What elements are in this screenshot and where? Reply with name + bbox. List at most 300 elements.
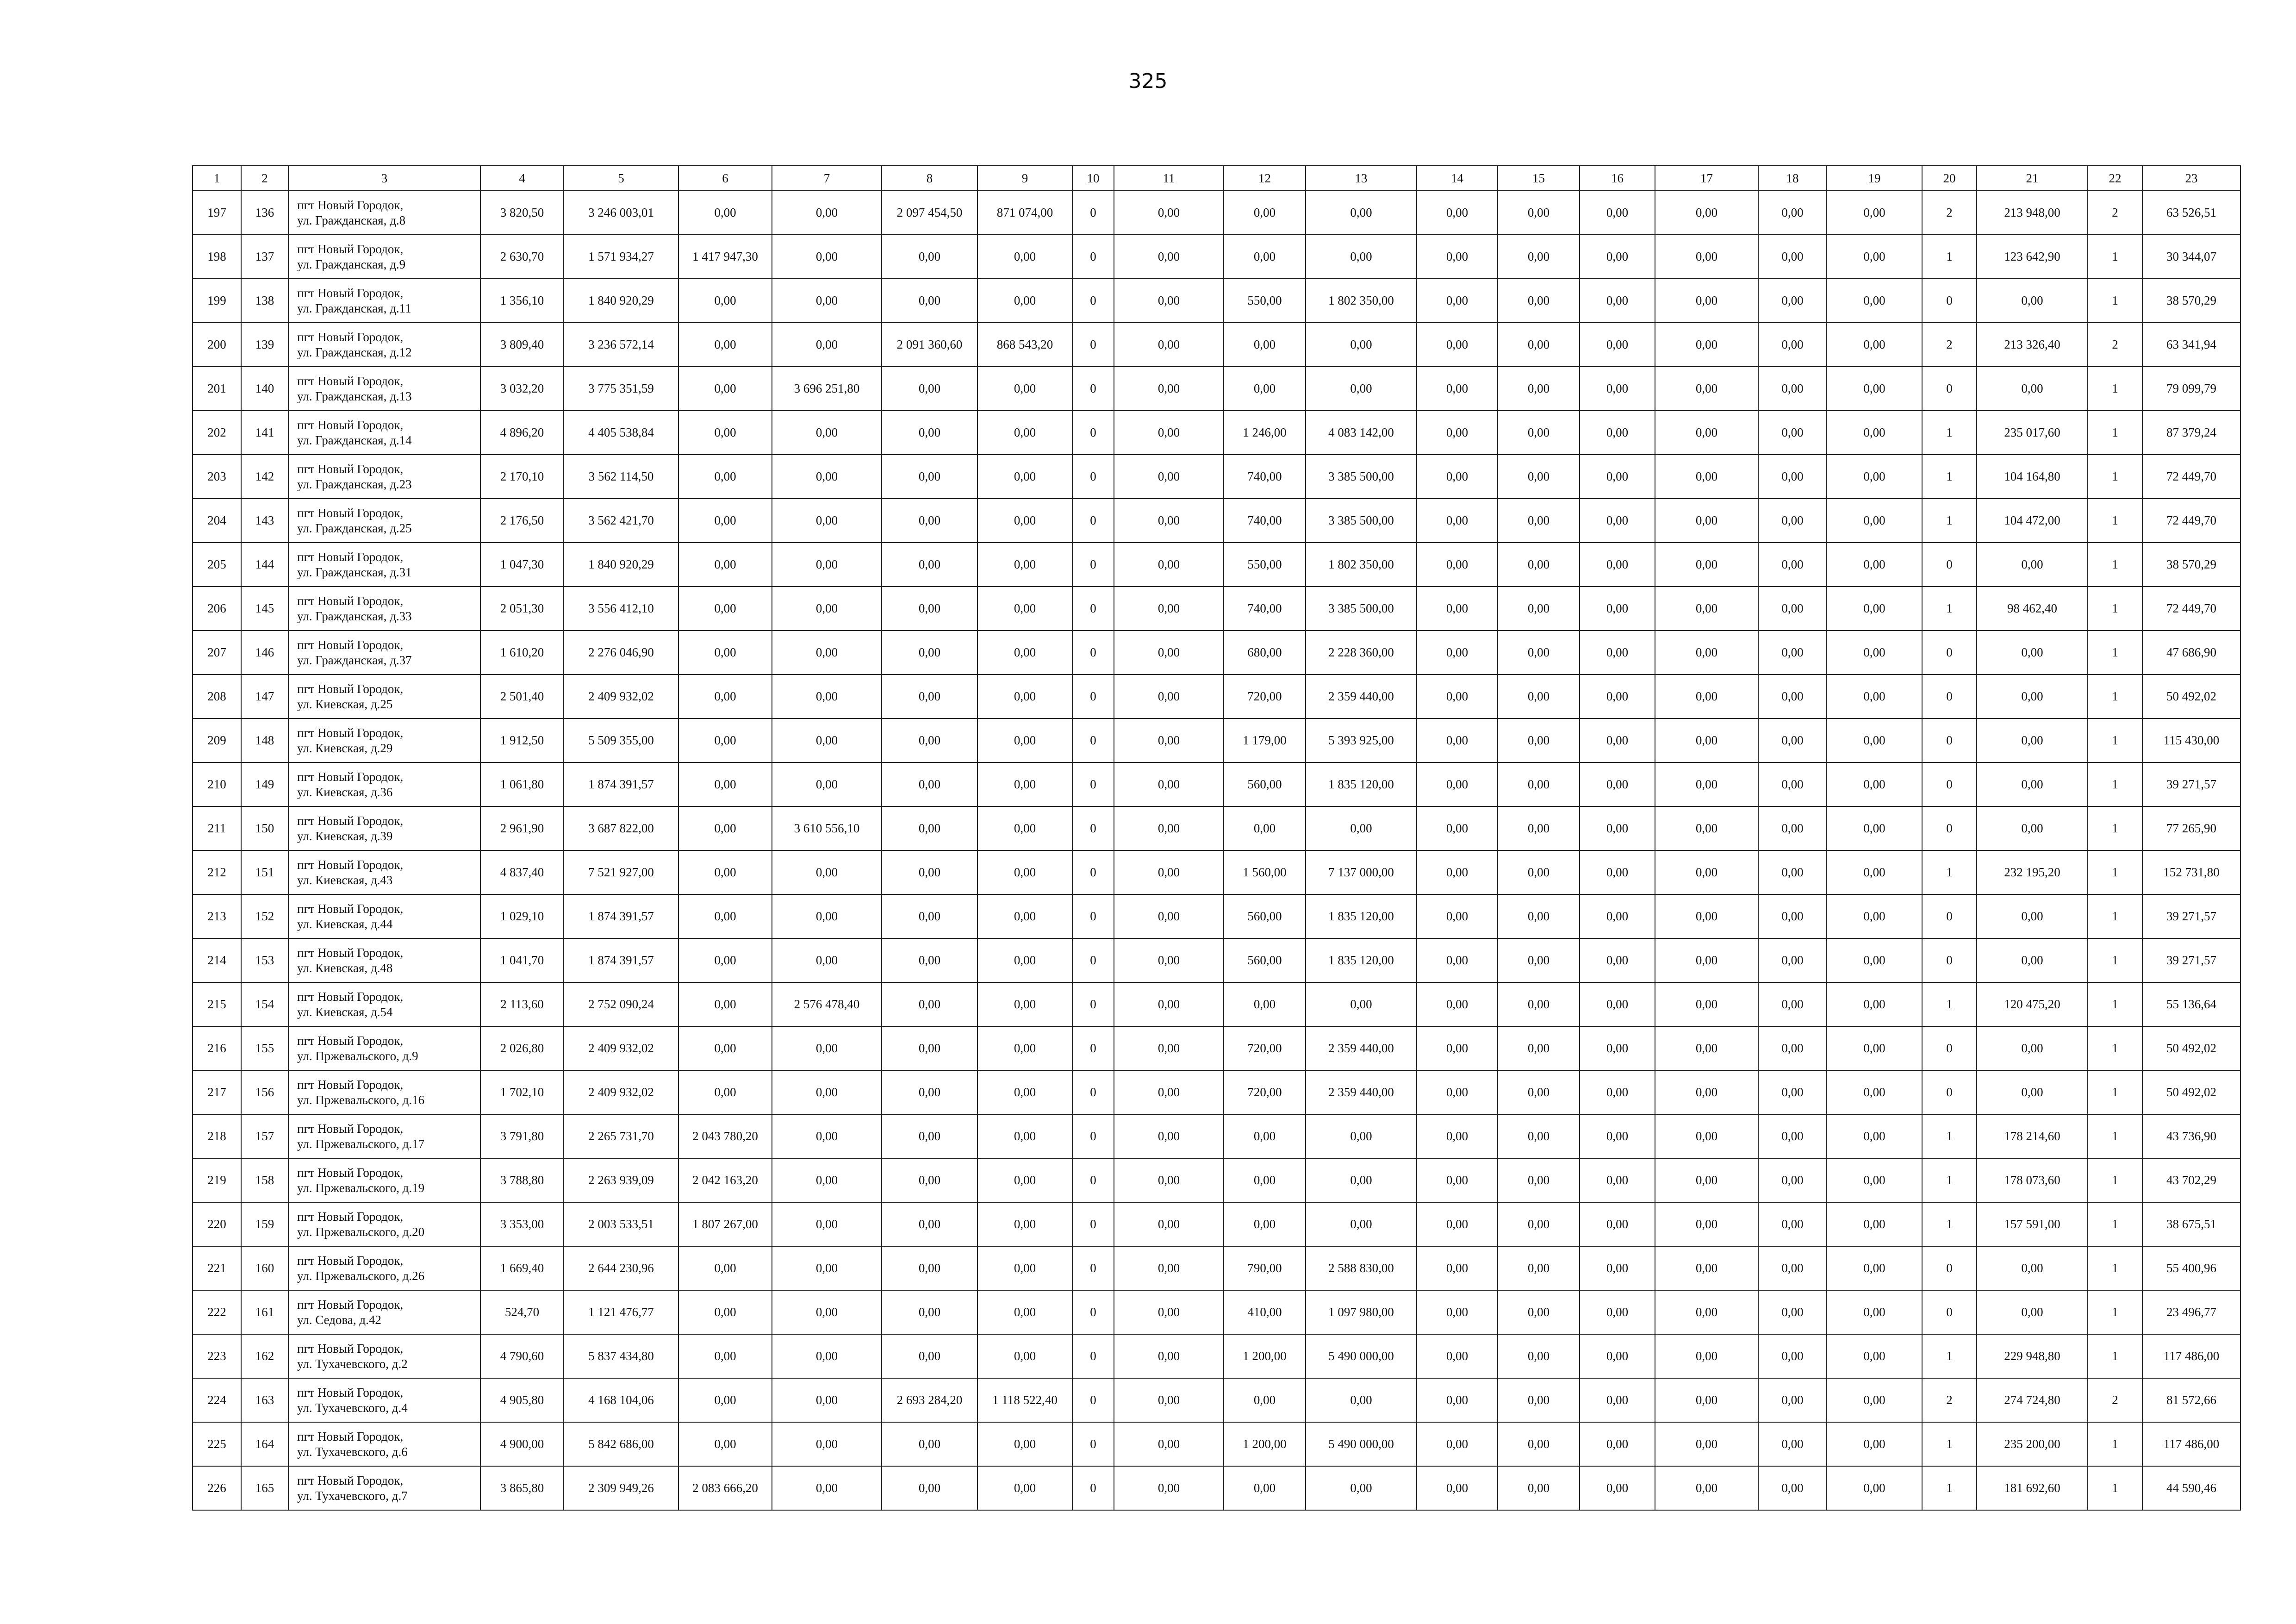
table-cell: 5 509 355,00 bbox=[564, 718, 678, 762]
table-cell: 0,00 bbox=[1655, 367, 1758, 411]
table-cell: 0,00 bbox=[977, 499, 1072, 543]
table-cell: 0,00 bbox=[1977, 938, 2088, 982]
table-cell: 63 526,51 bbox=[2142, 191, 2240, 235]
table-cell: 0,00 bbox=[678, 982, 772, 1026]
table-cell: 1 bbox=[2088, 587, 2142, 631]
table-cell: 0,00 bbox=[1498, 1378, 1580, 1422]
table-cell: 39 271,57 bbox=[2142, 894, 2240, 938]
table-cell: 223 bbox=[193, 1334, 241, 1378]
table-cell: 0,00 bbox=[1758, 499, 1827, 543]
table-cell: 0,00 bbox=[1114, 675, 1224, 718]
table-cell: 2 644 230,96 bbox=[564, 1246, 678, 1290]
table-cell: 136 bbox=[241, 191, 288, 235]
table-cell: 4 900,00 bbox=[480, 1422, 564, 1466]
table-cell: 2 bbox=[1922, 1378, 1977, 1422]
table-cell: 77 265,90 bbox=[2142, 806, 2240, 850]
table-cell: 44 590,46 bbox=[2142, 1466, 2240, 1510]
table-row bbox=[193, 631, 2240, 675]
table-cell: 0,00 bbox=[1758, 1246, 1827, 1290]
table-cell: 159 bbox=[241, 1202, 288, 1246]
address-cell: пгт Новый Городок, ул. Киевская, д.43 bbox=[288, 850, 480, 894]
table-cell: 0,00 bbox=[678, 762, 772, 806]
table-cell: 0,00 bbox=[1498, 850, 1580, 894]
address-cell: пгт Новый Городок, ул. Гражданская, д.8 bbox=[288, 191, 480, 235]
table-cell: 0,00 bbox=[1655, 631, 1758, 675]
table-cell: 147 bbox=[241, 675, 288, 718]
table-cell: 0 bbox=[1922, 367, 1977, 411]
table-cell: 550,00 bbox=[1224, 279, 1306, 323]
table-cell: 0,00 bbox=[1827, 455, 1922, 499]
table-cell: 142 bbox=[241, 455, 288, 499]
table-cell: 0,00 bbox=[1498, 938, 1580, 982]
table-cell: 1 bbox=[1922, 1202, 1977, 1246]
table-cell: 43 736,90 bbox=[2142, 1114, 2240, 1158]
table-cell: 0,00 bbox=[1417, 806, 1498, 850]
table-cell: 0,00 bbox=[772, 411, 882, 455]
table-cell: 0 bbox=[1922, 1246, 1977, 1290]
table-cell: 0,00 bbox=[882, 1246, 977, 1290]
table-cell: 0,00 bbox=[1827, 543, 1922, 587]
table-cell: 23 496,77 bbox=[2142, 1290, 2240, 1334]
table-cell: 0,00 bbox=[678, 850, 772, 894]
table-cell: 2 359 440,00 bbox=[1306, 1026, 1417, 1070]
table-cell: 0,00 bbox=[1580, 543, 1655, 587]
table-cell: 0,00 bbox=[977, 1158, 1072, 1202]
table-cell: 0,00 bbox=[1827, 1290, 1922, 1334]
table-cell: 3 246 003,01 bbox=[564, 191, 678, 235]
table-cell: 0,00 bbox=[1580, 1070, 1655, 1114]
table-row bbox=[193, 1378, 2240, 1422]
table-cell: 0,00 bbox=[882, 1070, 977, 1114]
table-cell: 0,00 bbox=[1758, 279, 1827, 323]
table-cell: 0,00 bbox=[1977, 1070, 2088, 1114]
table-cell: 0,00 bbox=[772, 850, 882, 894]
table-cell: 0,00 bbox=[977, 1114, 1072, 1158]
table-cell: 0,00 bbox=[678, 323, 772, 367]
table-cell: 0,00 bbox=[772, 1466, 882, 1510]
table-cell: 0,00 bbox=[1114, 587, 1224, 631]
table-cell: 2 113,60 bbox=[480, 982, 564, 1026]
address-cell: пгт Новый Городок, ул. Тухачевского, д.4 bbox=[288, 1378, 480, 1422]
table-cell: 0,00 bbox=[1417, 543, 1498, 587]
table-cell: 0,00 bbox=[1655, 1466, 1758, 1510]
table-cell: 0,00 bbox=[1827, 718, 1922, 762]
table-cell: 0,00 bbox=[1758, 1026, 1827, 1070]
table-cell: 0,00 bbox=[1827, 1158, 1922, 1202]
table-row bbox=[193, 675, 2240, 718]
column-number-cell: 19 bbox=[1827, 166, 1922, 191]
table-row bbox=[193, 323, 2240, 367]
table-cell: 38 675,51 bbox=[2142, 1202, 2240, 1246]
table-cell: 0,00 bbox=[1498, 323, 1580, 367]
table-cell: 0,00 bbox=[1417, 675, 1498, 718]
table-cell: 1 bbox=[2088, 235, 2142, 279]
table-cell: 0,00 bbox=[1758, 235, 1827, 279]
table-cell: 120 475,20 bbox=[1977, 982, 2088, 1026]
table-cell: 2 630,70 bbox=[480, 235, 564, 279]
table-cell: 3 865,80 bbox=[480, 1466, 564, 1510]
table-row bbox=[193, 1246, 2240, 1290]
table-cell: 3 820,50 bbox=[480, 191, 564, 235]
table-cell: 55 136,64 bbox=[2142, 982, 2240, 1026]
table-cell: 210 bbox=[193, 762, 241, 806]
table-cell: 0,00 bbox=[882, 499, 977, 543]
table-cell: 0,00 bbox=[1977, 631, 2088, 675]
table-row bbox=[193, 1202, 2240, 1246]
table-cell: 0,00 bbox=[882, 762, 977, 806]
table-cell: 0,00 bbox=[1655, 411, 1758, 455]
table-cell: 1 835 120,00 bbox=[1306, 938, 1417, 982]
table-cell: 0,00 bbox=[772, 675, 882, 718]
table-row bbox=[193, 455, 2240, 499]
table-cell: 2 003 533,51 bbox=[564, 1202, 678, 1246]
table-cell: 2 501,40 bbox=[480, 675, 564, 718]
table-cell: 0,00 bbox=[882, 894, 977, 938]
table-cell: 0 bbox=[1072, 411, 1114, 455]
table-cell: 1 802 350,00 bbox=[1306, 543, 1417, 587]
table-cell: 0,00 bbox=[1498, 675, 1580, 718]
table-row bbox=[193, 543, 2240, 587]
table-cell: 204 bbox=[193, 499, 241, 543]
table-cell: 0,00 bbox=[1655, 235, 1758, 279]
table-cell: 0,00 bbox=[772, 718, 882, 762]
table-cell: 0,00 bbox=[1827, 1246, 1922, 1290]
table-cell: 0,00 bbox=[977, 1290, 1072, 1334]
table-cell: 0,00 bbox=[678, 499, 772, 543]
table-cell: 1 571 934,27 bbox=[564, 235, 678, 279]
table-cell: 0,00 bbox=[1827, 982, 1922, 1026]
table-cell: 0,00 bbox=[977, 1466, 1072, 1510]
table-cell: 1 bbox=[2088, 1422, 2142, 1466]
table-cell: 0,00 bbox=[882, 718, 977, 762]
column-number-cell: 12 bbox=[1224, 166, 1306, 191]
table-cell: 206 bbox=[193, 587, 241, 631]
table-cell: 0,00 bbox=[772, 455, 882, 499]
table-cell: 2 961,90 bbox=[480, 806, 564, 850]
table-cell: 50 492,02 bbox=[2142, 675, 2240, 718]
table-cell: 0,00 bbox=[1417, 411, 1498, 455]
table-cell: 1 bbox=[1922, 587, 1977, 631]
table-cell: 1 200,00 bbox=[1224, 1422, 1306, 1466]
table-cell: 217 bbox=[193, 1070, 241, 1114]
table-cell: 0,00 bbox=[1114, 1246, 1224, 1290]
table-cell: 0,00 bbox=[1580, 587, 1655, 631]
table-cell: 0,00 bbox=[882, 850, 977, 894]
table-cell: 2 043 780,20 bbox=[678, 1114, 772, 1158]
table-cell: 0,00 bbox=[977, 1334, 1072, 1378]
address-cell: пгт Новый Городок, ул. Пржевальского, д.26 bbox=[288, 1246, 480, 1290]
table-cell: 0,00 bbox=[1498, 191, 1580, 235]
table-cell: 0 bbox=[1072, 1290, 1114, 1334]
table-cell: 0,00 bbox=[1114, 938, 1224, 982]
table-cell: 0,00 bbox=[1417, 1334, 1498, 1378]
table-cell: 1 840 920,29 bbox=[564, 543, 678, 587]
table-cell: 178 073,60 bbox=[1977, 1158, 2088, 1202]
table-cell: 1 610,20 bbox=[480, 631, 564, 675]
table-cell: 3 032,20 bbox=[480, 367, 564, 411]
address-cell: пгт Новый Городок, ул. Пржевальского, д.19 bbox=[288, 1158, 480, 1202]
table-cell: 0,00 bbox=[977, 1246, 1072, 1290]
table-cell: 0,00 bbox=[1114, 543, 1224, 587]
table-cell: 0 bbox=[1072, 1422, 1114, 1466]
table-cell: 117 486,00 bbox=[2142, 1422, 2240, 1466]
table-row bbox=[193, 762, 2240, 806]
table-cell: 0,00 bbox=[678, 1246, 772, 1290]
table-cell: 2 bbox=[2088, 1378, 2142, 1422]
table-cell: 1 bbox=[2088, 1158, 2142, 1202]
table-cell: 0,00 bbox=[977, 850, 1072, 894]
table-cell: 0,00 bbox=[1498, 1070, 1580, 1114]
table-cell: 165 bbox=[241, 1466, 288, 1510]
table-cell: 148 bbox=[241, 718, 288, 762]
table-cell: 0,00 bbox=[1417, 762, 1498, 806]
table-cell: 1 bbox=[1922, 1422, 1977, 1466]
table-cell: 720,00 bbox=[1224, 1070, 1306, 1114]
table-cell: 0,00 bbox=[882, 1114, 977, 1158]
table-cell: 0,00 bbox=[1758, 1422, 1827, 1466]
table-cell: 1 835 120,00 bbox=[1306, 894, 1417, 938]
table-cell: 0,00 bbox=[1417, 631, 1498, 675]
table-cell: 0,00 bbox=[1580, 1114, 1655, 1158]
table-cell: 2 bbox=[1922, 191, 1977, 235]
table-cell: 0,00 bbox=[1655, 1422, 1758, 1466]
column-number-cell: 10 bbox=[1072, 166, 1114, 191]
table-cell: 0,00 bbox=[977, 543, 1072, 587]
table-cell: 1 097 980,00 bbox=[1306, 1290, 1417, 1334]
table-cell: 0,00 bbox=[1224, 1114, 1306, 1158]
table-cell: 0 bbox=[1072, 1378, 1114, 1422]
table-cell: 0,00 bbox=[1417, 1202, 1498, 1246]
table-cell: 2 042 163,20 bbox=[678, 1158, 772, 1202]
table-row bbox=[193, 367, 2240, 411]
table-cell: 0,00 bbox=[1580, 762, 1655, 806]
table-cell: 0,00 bbox=[1306, 323, 1417, 367]
table-cell: 1 bbox=[2088, 675, 2142, 718]
table-cell: 2 bbox=[1922, 323, 1977, 367]
table-row bbox=[193, 1026, 2240, 1070]
table-cell: 0,00 bbox=[1114, 279, 1224, 323]
table-row bbox=[193, 1422, 2240, 1466]
table-cell: 0,00 bbox=[1114, 806, 1224, 850]
table-cell: 0,00 bbox=[1758, 587, 1827, 631]
table-cell: 0,00 bbox=[1224, 235, 1306, 279]
table-cell: 720,00 bbox=[1224, 675, 1306, 718]
table-row bbox=[193, 938, 2240, 982]
register-table bbox=[192, 165, 2241, 1511]
table-cell: 0,00 bbox=[772, 543, 882, 587]
column-number-cell: 3 bbox=[288, 166, 480, 191]
table-cell: 0,00 bbox=[1827, 1334, 1922, 1378]
table-cell: 274 724,80 bbox=[1977, 1378, 2088, 1422]
table-cell: 218 bbox=[193, 1114, 241, 1158]
table-cell: 0 bbox=[1922, 631, 1977, 675]
table-cell: 0,00 bbox=[1498, 1026, 1580, 1070]
address-cell: пгт Новый Городок, ул. Пржевальского, д.16 bbox=[288, 1070, 480, 1114]
table-cell: 680,00 bbox=[1224, 631, 1306, 675]
table-cell: 0,00 bbox=[1417, 1466, 1498, 1510]
table-cell: 0,00 bbox=[1580, 1026, 1655, 1070]
table-cell: 1 061,80 bbox=[480, 762, 564, 806]
table-cell: 0,00 bbox=[882, 1466, 977, 1510]
table-cell: 0,00 bbox=[1417, 938, 1498, 982]
table-cell: 0,00 bbox=[882, 279, 977, 323]
table-cell: 0,00 bbox=[1655, 938, 1758, 982]
table-cell: 0,00 bbox=[1498, 1334, 1580, 1378]
table-cell: 0,00 bbox=[1417, 1246, 1498, 1290]
table-cell: 0,00 bbox=[1827, 191, 1922, 235]
table-cell: 0,00 bbox=[678, 806, 772, 850]
table-cell: 0,00 bbox=[1498, 631, 1580, 675]
table-cell: 1 807 267,00 bbox=[678, 1202, 772, 1246]
table-cell: 0,00 bbox=[977, 631, 1072, 675]
table-cell: 43 702,29 bbox=[2142, 1158, 2240, 1202]
table-cell: 0,00 bbox=[1417, 1378, 1498, 1422]
table-cell: 225 bbox=[193, 1422, 241, 1466]
table-cell: 3 696 251,80 bbox=[772, 367, 882, 411]
table-cell: 0,00 bbox=[1655, 191, 1758, 235]
column-number-cell: 8 bbox=[882, 166, 977, 191]
table-cell: 871 074,00 bbox=[977, 191, 1072, 235]
table-cell: 790,00 bbox=[1224, 1246, 1306, 1290]
table-cell: 104 472,00 bbox=[1977, 499, 2088, 543]
table-cell: 0,00 bbox=[1498, 455, 1580, 499]
table-cell: 0,00 bbox=[1758, 323, 1827, 367]
address-cell: пгт Новый Городок, ул. Гражданская, д.9 bbox=[288, 235, 480, 279]
table-row bbox=[193, 1114, 2240, 1158]
table-cell: 0 bbox=[1072, 894, 1114, 938]
table-cell: 2 228 360,00 bbox=[1306, 631, 1417, 675]
table-cell: 160 bbox=[241, 1246, 288, 1290]
table-cell: 0,00 bbox=[1655, 1290, 1758, 1334]
table-cell: 0,00 bbox=[882, 235, 977, 279]
table-cell: 201 bbox=[193, 367, 241, 411]
table-cell: 0,00 bbox=[977, 1026, 1072, 1070]
table-cell: 0,00 bbox=[1977, 806, 2088, 850]
table-cell: 0,00 bbox=[1417, 982, 1498, 1026]
address-cell: пгт Новый Городок, ул. Пржевальского, д.17 bbox=[288, 1114, 480, 1158]
table-cell: 0,00 bbox=[977, 411, 1072, 455]
table-cell: 0,00 bbox=[1758, 894, 1827, 938]
table-cell: 0,00 bbox=[977, 894, 1072, 938]
table-cell: 560,00 bbox=[1224, 894, 1306, 938]
table-cell: 0,00 bbox=[1417, 367, 1498, 411]
table-cell: 1 bbox=[1922, 1114, 1977, 1158]
table-cell: 0,00 bbox=[1306, 367, 1417, 411]
table-cell: 1 bbox=[2088, 1114, 2142, 1158]
table-cell: 0,00 bbox=[1224, 1466, 1306, 1510]
table-cell: 0,00 bbox=[1580, 718, 1655, 762]
table-cell: 1 bbox=[1922, 982, 1977, 1026]
table-cell: 1 bbox=[1922, 1334, 1977, 1378]
table-cell: 0,00 bbox=[1580, 235, 1655, 279]
table-cell: 141 bbox=[241, 411, 288, 455]
address-cell: пгт Новый Городок, ул. Гражданская, д.11 bbox=[288, 279, 480, 323]
table-cell: 0,00 bbox=[1306, 235, 1417, 279]
table-cell: 0,00 bbox=[772, 1202, 882, 1246]
table-cell: 2 693 284,20 bbox=[882, 1378, 977, 1422]
table-cell: 410,00 bbox=[1224, 1290, 1306, 1334]
table-cell: 0,00 bbox=[772, 587, 882, 631]
table-cell: 0,00 bbox=[772, 1290, 882, 1334]
table-cell: 0,00 bbox=[1655, 1246, 1758, 1290]
table-cell: 145 bbox=[241, 587, 288, 631]
table-cell: 202 bbox=[193, 411, 241, 455]
table-cell: 0,00 bbox=[1758, 455, 1827, 499]
table-cell: 0,00 bbox=[1580, 499, 1655, 543]
table-cell: 63 341,94 bbox=[2142, 323, 2240, 367]
table-cell: 2 588 830,00 bbox=[1306, 1246, 1417, 1290]
table-cell: 1 bbox=[2088, 1334, 2142, 1378]
table-cell: 868 543,20 bbox=[977, 323, 1072, 367]
table-cell: 0,00 bbox=[1114, 191, 1224, 235]
table-cell: 1 bbox=[1922, 1466, 1977, 1510]
table-cell: 1 118 522,40 bbox=[977, 1378, 1072, 1422]
table-cell: 3 385 500,00 bbox=[1306, 499, 1417, 543]
table-row bbox=[193, 1158, 2240, 1202]
table-cell: 0,00 bbox=[1977, 367, 2088, 411]
table-cell: 0,00 bbox=[1580, 806, 1655, 850]
table-cell: 0,00 bbox=[1114, 455, 1224, 499]
table-cell: 0,00 bbox=[678, 1422, 772, 1466]
table-cell: 1 874 391,57 bbox=[564, 894, 678, 938]
table-cell: 0,00 bbox=[1580, 1202, 1655, 1246]
table-cell: 1 bbox=[1922, 850, 1977, 894]
table-cell: 163 bbox=[241, 1378, 288, 1422]
table-row bbox=[193, 718, 2240, 762]
table-cell: 0,00 bbox=[1224, 806, 1306, 850]
table-cell: 2 409 932,02 bbox=[564, 675, 678, 718]
table-cell: 1 bbox=[2088, 982, 2142, 1026]
table-cell: 0,00 bbox=[1758, 367, 1827, 411]
table-cell: 0,00 bbox=[1417, 279, 1498, 323]
table-cell: 0,00 bbox=[1224, 191, 1306, 235]
table-cell: 0,00 bbox=[1498, 279, 1580, 323]
table-cell: 2 752 090,24 bbox=[564, 982, 678, 1026]
table-cell: 0 bbox=[1072, 279, 1114, 323]
table-cell: 72 449,70 bbox=[2142, 587, 2240, 631]
table-cell: 0,00 bbox=[1114, 982, 1224, 1026]
table-cell: 3 353,00 bbox=[480, 1202, 564, 1246]
table-cell: 0,00 bbox=[1498, 499, 1580, 543]
column-number-cell: 22 bbox=[2088, 166, 2142, 191]
table-cell: 1 bbox=[1922, 1158, 1977, 1202]
table-cell: 0 bbox=[1922, 1070, 1977, 1114]
table-cell: 0,00 bbox=[977, 982, 1072, 1026]
table-cell: 2 083 666,20 bbox=[678, 1466, 772, 1510]
table-cell: 0,00 bbox=[1498, 367, 1580, 411]
table-cell: 0,00 bbox=[1417, 894, 1498, 938]
column-number-row bbox=[193, 166, 2240, 191]
table-cell: 0,00 bbox=[1114, 1114, 1224, 1158]
table-cell: 30 344,07 bbox=[2142, 235, 2240, 279]
table-cell: 1 bbox=[2088, 1070, 2142, 1114]
table-cell: 2 409 932,02 bbox=[564, 1026, 678, 1070]
table-cell: 0,00 bbox=[1977, 718, 2088, 762]
table-cell: 560,00 bbox=[1224, 762, 1306, 806]
table-cell: 0,00 bbox=[772, 1378, 882, 1422]
table-cell: 151 bbox=[241, 850, 288, 894]
table-cell: 0,00 bbox=[977, 1422, 1072, 1466]
table-cell: 0,00 bbox=[1655, 762, 1758, 806]
table-row bbox=[193, 1290, 2240, 1334]
table-cell: 0,00 bbox=[1655, 894, 1758, 938]
table-cell: 0,00 bbox=[977, 367, 1072, 411]
table-cell: 220 bbox=[193, 1202, 241, 1246]
table-cell: 156 bbox=[241, 1070, 288, 1114]
table-cell: 1 bbox=[1922, 411, 1977, 455]
table-cell: 1 669,40 bbox=[480, 1246, 564, 1290]
table-cell: 0,00 bbox=[1224, 367, 1306, 411]
